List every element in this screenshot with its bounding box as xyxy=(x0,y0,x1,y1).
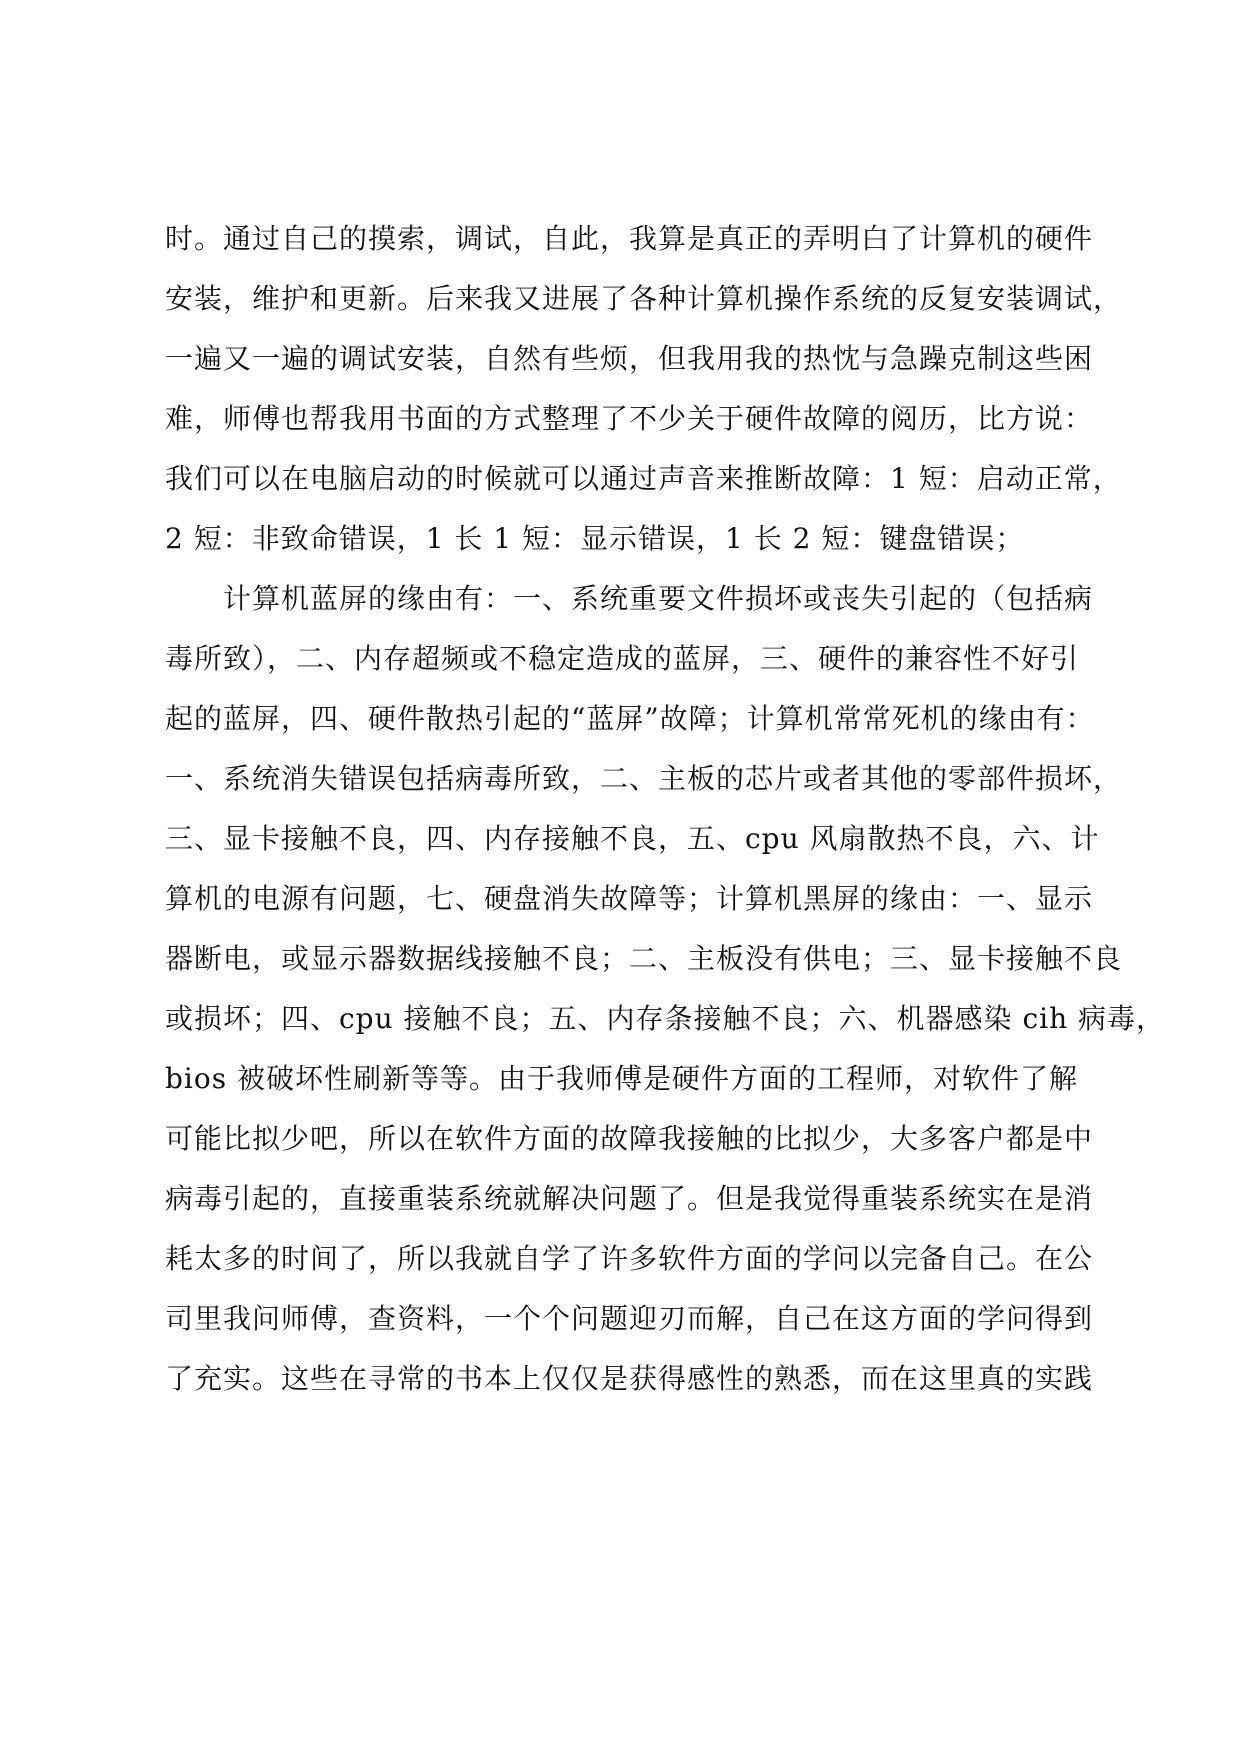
text-line: 算机的电源有问题，七、硬盘消失故障等；计算机黑屏的缘由：一、显示 xyxy=(165,882,1094,915)
text-line: 病毒引起的，直接重装系统就解决问题了。但是我觉得重装系统实在是消 xyxy=(165,1182,1094,1215)
paragraph-start-line: 计算机蓝屏的缘由有：一、系统重要文件损坏或丧失引起的（包括病 xyxy=(223,582,1094,615)
text-line: 毒所致），二、内存超频或不稳定造成的蓝屏，三、硬件的兼容性不好引 xyxy=(165,642,1080,675)
text-line: 一、系统消失错误包括病毒所致，二、主板的芯片或者其他的零部件损坏， xyxy=(165,762,1123,795)
text-line: 耗太多的时间了，所以我就自学了许多软件方面的学问以完备自己。在公 xyxy=(165,1242,1094,1275)
text-line: 器断电，或显示器数据线接触不良；二、主板没有供电；三、显卡接触不良 xyxy=(165,942,1123,975)
text-line: 难，师傅也帮我用书面的方式整理了不少关于硬件故障的阅历，比方说： xyxy=(165,402,1094,435)
text-line: 司里我问师傅，查资料，一个个问题迎刃而解，自己在这方面的学问得到 xyxy=(165,1302,1094,1335)
text-line: 2 短：非致命错误，1 长 1 短：显示错误，1 长 2 短：键盘错误； xyxy=(165,522,1025,555)
body-text xyxy=(165,222,1166,1424)
text-line: 时。通过自己的摸索，调试，自此，我算是真正的弄明白了计算机的硬件 xyxy=(165,222,1094,255)
text-line: 我们可以在电脑启动的时候就可以通过声音来推断故障：1 短：启动正常， xyxy=(165,462,1122,495)
text-line: 一遍又一遍的调试安装，自然有些烦，但我用我的热忱与急躁克制这些困 xyxy=(165,342,1094,375)
text-line: 了充实。这些在寻常的书本上仅仅是获得感性的熟悉，而在这里真的实践 xyxy=(165,1362,1094,1395)
text-line: 可能比拟少吧，所以在软件方面的故障我接触的比拟少，大多客户都是中 xyxy=(165,1122,1094,1155)
text-line: 或损坏；四、cpu 接触不良；五、内存条接触不良；六、机器感染 cih 病毒， xyxy=(165,1002,1166,1035)
text-line: 三、显卡接触不良，四、内存接触不良，五、cpu 风扇散热不良，六、计 xyxy=(165,822,1100,855)
text-line: 起的蓝屏，四、硬件散热引起的“蓝屏”故障；计算机常常死机的缘由有： xyxy=(165,702,1095,735)
text-line: 安装，维护和更新。后来我又进展了各种计算机操作系统的反复安装调试， xyxy=(165,282,1123,315)
text-line: bios 被破坏性刷新等等。由于我师傅是硬件方面的工程师，对软件了解 xyxy=(165,1062,1079,1095)
